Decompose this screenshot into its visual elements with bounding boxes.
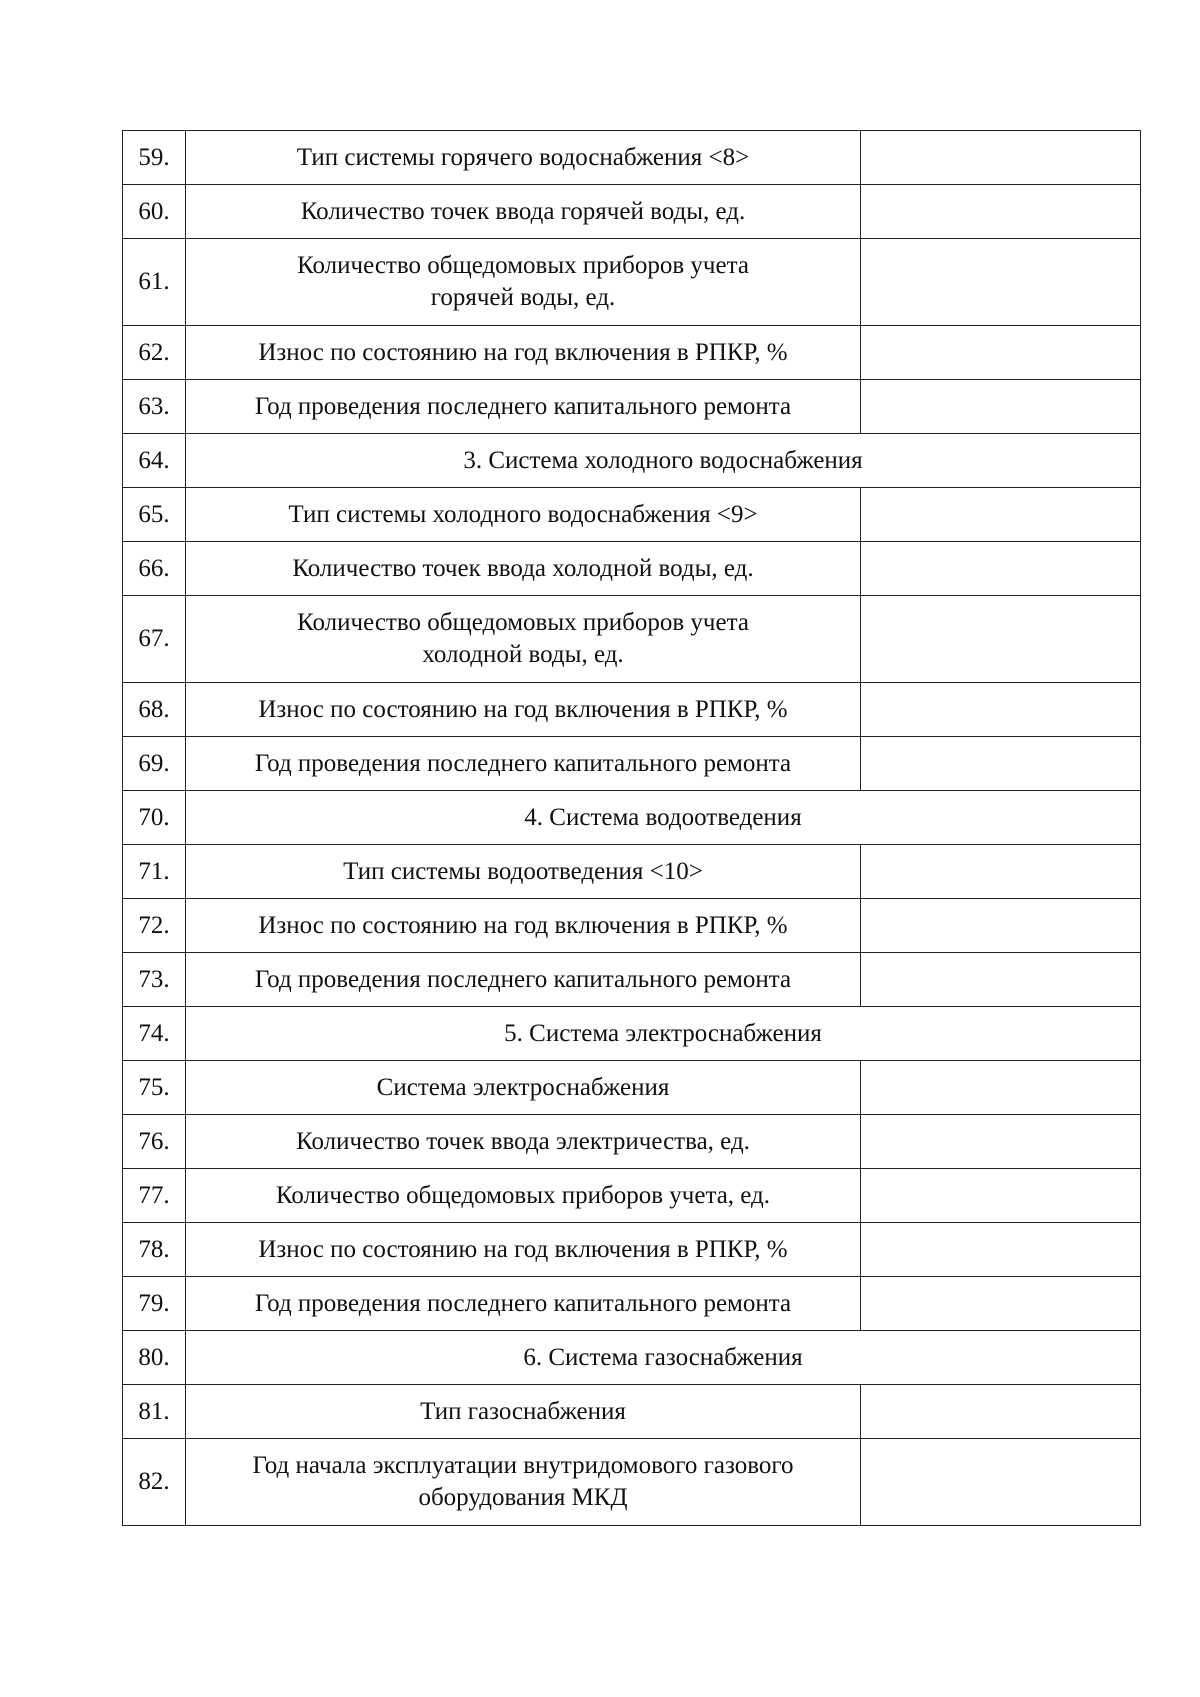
row-number: 71. xyxy=(123,845,186,899)
parameter-value-cell xyxy=(861,131,1141,185)
parameter-value-cell xyxy=(861,185,1141,239)
parameter-name: Год проведения последнего капитального ремонта xyxy=(186,737,861,791)
parameter-value-cell xyxy=(861,542,1141,596)
parameter-value-cell xyxy=(861,737,1141,791)
parameter-value-cell xyxy=(861,1223,1141,1277)
row-number: 70. xyxy=(123,791,186,845)
parameter-name: Износ по состоянию на год включения в РПКР, % xyxy=(186,1223,861,1277)
row-number: 81. xyxy=(123,1385,186,1439)
parameter-name: Год проведения последнего капитального ремонта xyxy=(186,380,861,434)
row-number: 66. xyxy=(123,542,186,596)
table-row xyxy=(123,953,1141,1007)
row-number: 73. xyxy=(123,953,186,1007)
table-row xyxy=(123,596,1141,683)
row-number: 68. xyxy=(123,683,186,737)
row-number: 79. xyxy=(123,1277,186,1331)
row-number: 65. xyxy=(123,488,186,542)
parameter-value-cell xyxy=(861,1061,1141,1115)
row-number: 80. xyxy=(123,1331,186,1385)
parameter-name: Тип системы горячего водоснабжения <8> xyxy=(186,131,861,185)
row-number: 63. xyxy=(123,380,186,434)
table-row xyxy=(123,737,1141,791)
table-row xyxy=(123,899,1141,953)
parameter-value-cell xyxy=(861,683,1141,737)
table-row xyxy=(123,380,1141,434)
table-row xyxy=(123,542,1141,596)
row-number: 76. xyxy=(123,1115,186,1169)
table-row xyxy=(123,1061,1141,1115)
parameter-value-cell xyxy=(861,596,1141,683)
parameter-value-cell xyxy=(861,239,1141,326)
parameter-name: Количество точек ввода электричества, ед. xyxy=(186,1115,861,1169)
parameter-name: Система электроснабжения xyxy=(186,1061,861,1115)
row-number: 75. xyxy=(123,1061,186,1115)
parameter-name: Износ по состоянию на год включения в РПКР, % xyxy=(186,899,861,953)
table-row xyxy=(123,326,1141,380)
row-number: 82. xyxy=(123,1439,186,1526)
row-number: 64. xyxy=(123,434,186,488)
parameter-value-cell xyxy=(861,380,1141,434)
parameter-value-cell xyxy=(861,1439,1141,1526)
parameter-name: Тип системы водоотведения <10> xyxy=(186,845,861,899)
parameter-value-cell xyxy=(861,953,1141,1007)
table-row xyxy=(123,683,1141,737)
parameter-value-cell xyxy=(861,845,1141,899)
row-number: 74. xyxy=(123,1007,186,1061)
parameter-name: Количество общедомовых приборов учета холодной воды, ед. xyxy=(186,596,861,683)
table-row xyxy=(123,239,1141,326)
table-row xyxy=(123,185,1141,239)
parameter-name: Тип системы холодного водоснабжения <9> xyxy=(186,488,861,542)
section-header-row xyxy=(123,1007,1141,1061)
row-number: 67. xyxy=(123,596,186,683)
table-row xyxy=(123,1385,1141,1439)
table-row xyxy=(123,1115,1141,1169)
parameter-value-cell xyxy=(861,326,1141,380)
parameter-name: Год начала эксплуатации внутридомового газового оборудования МКД xyxy=(186,1439,861,1526)
table-body xyxy=(123,131,1141,1526)
section-title: 4. Система водоотведения xyxy=(186,791,1141,845)
table-row xyxy=(123,1439,1141,1526)
table-row xyxy=(123,845,1141,899)
table-row xyxy=(123,131,1141,185)
parameter-value-cell xyxy=(861,1169,1141,1223)
parameter-name: Год проведения последнего капитального ремонта xyxy=(186,1277,861,1331)
parameter-name: Тип газоснабжения xyxy=(186,1385,861,1439)
table-row xyxy=(123,488,1141,542)
row-number: 59. xyxy=(123,131,186,185)
row-number: 61. xyxy=(123,239,186,326)
section-title: 6. Система газоснабжения xyxy=(186,1331,1141,1385)
parameter-name: Год проведения последнего капитального ремонта xyxy=(186,953,861,1007)
table-row xyxy=(123,1169,1141,1223)
section-header-row xyxy=(123,1331,1141,1385)
row-number: 60. xyxy=(123,185,186,239)
parameter-name: Износ по состоянию на год включения в РПКР, % xyxy=(186,683,861,737)
row-number: 78. xyxy=(123,1223,186,1277)
row-number: 72. xyxy=(123,899,186,953)
section-header-row xyxy=(123,791,1141,845)
row-number: 62. xyxy=(123,326,186,380)
row-number: 69. xyxy=(123,737,186,791)
parameter-value-cell xyxy=(861,899,1141,953)
section-header-row xyxy=(123,434,1141,488)
table-row xyxy=(123,1223,1141,1277)
section-title: 3. Система холодного водоснабжения xyxy=(186,434,1141,488)
section-title: 5. Система электроснабжения xyxy=(186,1007,1141,1061)
table-row xyxy=(123,1277,1141,1331)
parameter-value-cell xyxy=(861,1115,1141,1169)
parameter-value-cell xyxy=(861,488,1141,542)
parameter-name: Количество общедомовых приборов учета, ед. xyxy=(186,1169,861,1223)
parameter-value-cell xyxy=(861,1385,1141,1439)
parameter-name: Количество общедомовых приборов учета горячей воды, ед. xyxy=(186,239,861,326)
parameter-value-cell xyxy=(861,1277,1141,1331)
row-number: 77. xyxy=(123,1169,186,1223)
parameter-name: Износ по состоянию на год включения в РПКР, % xyxy=(186,326,861,380)
building-systems-table xyxy=(122,130,1141,1526)
parameter-name: Количество точек ввода горячей воды, ед. xyxy=(186,185,861,239)
parameter-name: Количество точек ввода холодной воды, ед. xyxy=(186,542,861,596)
